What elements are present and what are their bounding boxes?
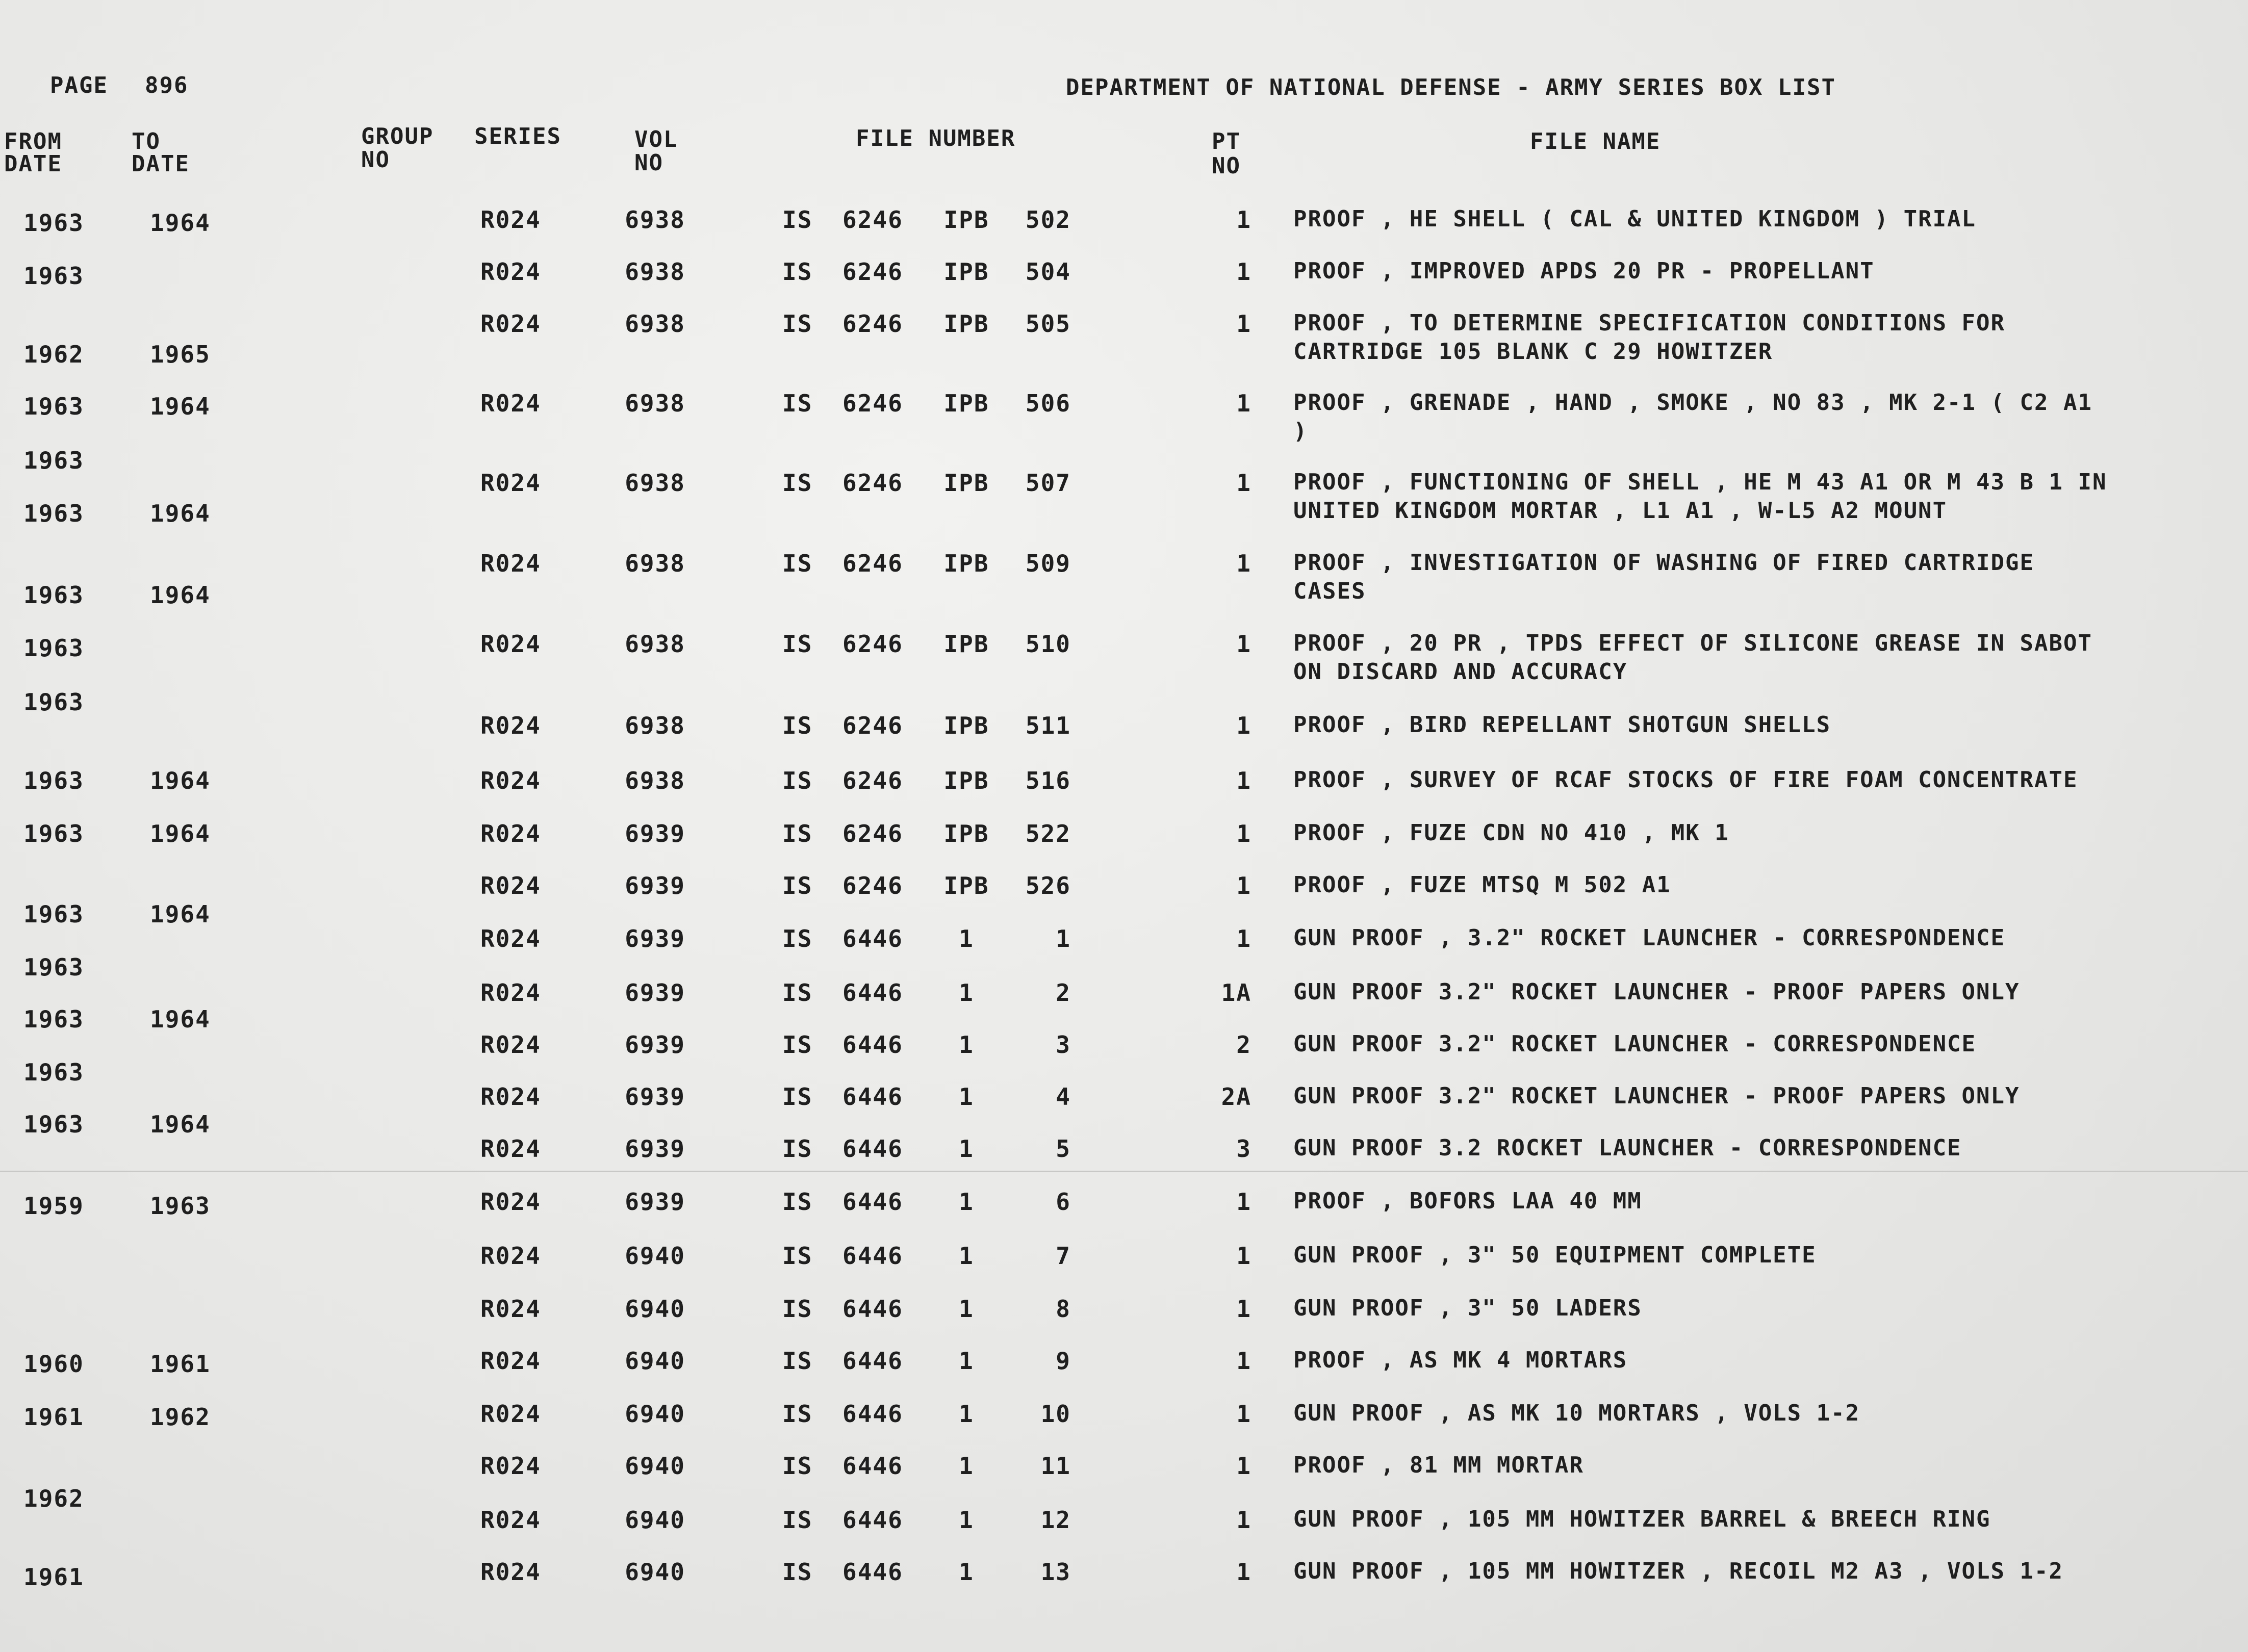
file-number-secondary: IPB xyxy=(943,258,989,286)
file-number-secondary: 1 xyxy=(959,1452,974,1480)
series-cell: R024 xyxy=(480,712,541,739)
file-number-tertiary: 7 xyxy=(1056,1242,1071,1270)
file-number-tertiary: 522 xyxy=(1025,820,1071,847)
series-cell: R024 xyxy=(480,390,541,417)
page-label: PAGE xyxy=(50,72,108,98)
file-number-tertiary: 502 xyxy=(1025,206,1071,234)
file-number-prefix: IS xyxy=(782,1242,813,1270)
file-number-tertiary: 504 xyxy=(1025,258,1071,286)
col-header-file-number: FILE NUMBER xyxy=(856,125,1016,151)
file-name-cell: PROOF , AS MK 4 MORTARS xyxy=(1293,1347,1628,1373)
pt-cell: 1A xyxy=(1221,979,1251,1006)
to-date: 1964 xyxy=(150,1111,211,1138)
from-date: 1963 xyxy=(23,634,84,662)
file-number-tertiary: 10 xyxy=(1040,1400,1071,1428)
file-number-prefix: IS xyxy=(782,206,813,234)
vol-cell: 6940 xyxy=(625,1400,685,1428)
file-number-secondary: 1 xyxy=(959,1506,974,1534)
file-number-prefix: IS xyxy=(782,1295,813,1323)
file-number-primary: 6446 xyxy=(842,1242,903,1270)
to-date: 1965 xyxy=(150,341,211,368)
file-number-prefix: IS xyxy=(782,1506,813,1534)
vol-cell: 6939 xyxy=(625,820,685,847)
from-date: 1961 xyxy=(23,1563,84,1591)
file-number-primary: 6246 xyxy=(842,469,903,497)
from-date: 1963 xyxy=(23,1005,84,1033)
from-date: 1963 xyxy=(23,1111,84,1138)
to-date: 1964 xyxy=(150,393,211,420)
file-number-tertiary: 511 xyxy=(1025,712,1071,739)
file-name-cell: GUN PROOF , 3" 50 EQUIPMENT COMPLETE xyxy=(1293,1242,1817,1268)
vol-cell: 6938 xyxy=(625,712,685,739)
col-header-group: NO xyxy=(361,147,390,173)
pt-cell: 1 xyxy=(1236,258,1251,286)
file-number-tertiary: 510 xyxy=(1025,630,1071,658)
col-header-group: GROUP xyxy=(361,123,434,149)
series-cell: R024 xyxy=(480,469,541,497)
pt-cell: 1 xyxy=(1236,1400,1251,1428)
series-cell: R024 xyxy=(480,1506,541,1534)
file-number-primary: 6446 xyxy=(842,1295,903,1323)
file-number-primary: 6446 xyxy=(842,1400,903,1428)
vol-cell: 6939 xyxy=(625,1188,685,1216)
file-name-cell: GUN PROOF , 105 MM HOWITZER BARREL & BREECH RING xyxy=(1293,1506,1991,1532)
file-number-prefix: IS xyxy=(782,1400,813,1428)
file-name-cell: GUN PROOF 3.2" ROCKET LAUNCHER - PROOF PAPERS ONLY xyxy=(1293,979,2020,1005)
file-number-primary: 6446 xyxy=(842,979,903,1006)
vol-cell: 6938 xyxy=(625,390,685,417)
from-date: 1963 xyxy=(23,953,84,981)
col-header-vol: VOL xyxy=(634,126,678,152)
from-date: 1963 xyxy=(23,393,84,420)
file-number-prefix: IS xyxy=(782,767,813,794)
vol-cell: 6938 xyxy=(625,206,685,234)
from-date: 1963 xyxy=(23,500,84,527)
to-date: 1964 xyxy=(150,767,211,794)
to-date: 1964 xyxy=(150,900,211,928)
from-date: 1963 xyxy=(23,900,84,928)
file-name-cell: GUN PROOF 3.2" ROCKET LAUNCHER - CORRESPONDENCE xyxy=(1293,1031,1977,1057)
series-cell: R024 xyxy=(480,206,541,234)
page-fold-line xyxy=(0,1171,2248,1172)
file-number-secondary: 1 xyxy=(959,1083,974,1111)
file-name-cell: PROOF , IMPROVED APDS 20 PR - PROPELLANT xyxy=(1293,258,1875,284)
from-date: 1963 xyxy=(23,262,84,290)
from-date: 1963 xyxy=(23,820,84,847)
vol-cell: 6938 xyxy=(625,550,685,577)
file-number-tertiary: 9 xyxy=(1056,1347,1071,1375)
from-date: 1963 xyxy=(23,767,84,794)
pt-cell: 1 xyxy=(1236,310,1251,338)
file-number-primary: 6246 xyxy=(842,630,903,658)
file-number-tertiary: 526 xyxy=(1025,872,1071,899)
file-name-cell: PROOF , FUZE MTSQ M 502 A1 xyxy=(1293,872,1671,898)
file-number-tertiary: 6 xyxy=(1056,1188,1071,1216)
file-number-prefix: IS xyxy=(782,1188,813,1216)
file-number-prefix: IS xyxy=(782,258,813,286)
vol-cell: 6938 xyxy=(625,469,685,497)
to-date: 1964 xyxy=(150,500,211,527)
from-date: 1960 xyxy=(23,1350,84,1378)
file-name-cell: PROOF , TO DETERMINE SPECIFICATION CONDITIONS FOR CARTRIDGE 105 BLANK C 29 HOWITZER xyxy=(1293,310,2006,365)
file-number-prefix: IS xyxy=(782,1558,813,1586)
file-number-tertiary: 2 xyxy=(1056,979,1071,1006)
file-number-tertiary: 509 xyxy=(1025,550,1071,577)
file-number-secondary: 1 xyxy=(959,1135,974,1163)
file-number-primary: 6446 xyxy=(842,925,903,952)
series-cell: R024 xyxy=(480,1031,541,1059)
series-cell: R024 xyxy=(480,872,541,899)
to-date: 1964 xyxy=(150,209,211,237)
file-number-primary: 6446 xyxy=(842,1083,903,1111)
to-date: 1964 xyxy=(150,1005,211,1033)
pt-cell: 2 xyxy=(1236,1031,1251,1059)
file-number-prefix: IS xyxy=(782,1452,813,1480)
file-number-secondary: 1 xyxy=(959,1558,974,1586)
to-date: 1964 xyxy=(150,820,211,847)
series-cell: R024 xyxy=(480,310,541,338)
col-header-from: DATE xyxy=(4,151,62,177)
file-number-tertiary: 507 xyxy=(1025,469,1071,497)
from-date: 1963 xyxy=(23,209,84,237)
series-cell: R024 xyxy=(480,1083,541,1111)
vol-cell: 6940 xyxy=(625,1452,685,1480)
file-name-cell: PROOF , 81 MM MORTAR xyxy=(1293,1452,1584,1478)
file-number-secondary: IPB xyxy=(943,712,989,739)
file-number-secondary: 1 xyxy=(959,979,974,1006)
file-number-secondary: 1 xyxy=(959,1400,974,1428)
report-title: DEPARTMENT OF NATIONAL DEFENSE - ARMY SERIES BOX LIST xyxy=(1066,74,1836,100)
file-name-cell: PROOF , FUZE CDN NO 410 , MK 1 xyxy=(1293,820,1729,846)
file-number-primary: 6246 xyxy=(842,310,903,338)
file-number-prefix: IS xyxy=(782,1031,813,1059)
file-number-primary: 6246 xyxy=(842,820,903,847)
file-number-secondary: IPB xyxy=(943,469,989,497)
file-name-cell: PROOF , GRENADE , HAND , SMOKE , NO 83 , MK 2-1 ( C2 A1 ) xyxy=(1293,390,2092,444)
series-cell: R024 xyxy=(480,820,541,847)
vol-cell: 6938 xyxy=(625,310,685,338)
from-date: 1961 xyxy=(23,1403,84,1431)
file-name-cell: PROOF , SURVEY OF RCAF STOCKS OF FIRE FOAM CONCENTRATE xyxy=(1293,767,2078,793)
file-number-prefix: IS xyxy=(782,469,813,497)
pt-cell: 1 xyxy=(1236,925,1251,952)
file-name-cell: PROOF , 20 PR , TPDS EFFECT OF SILICONE GREASE IN SABOT ON DISCARD AND ACCURACY xyxy=(1293,630,2092,685)
file-number-primary: 6246 xyxy=(842,767,903,794)
file-number-prefix: IS xyxy=(782,872,813,899)
pt-cell: 3 xyxy=(1236,1135,1251,1163)
col-header-to: DATE xyxy=(132,151,190,177)
col-header-from: FROM xyxy=(4,128,62,154)
file-name-cell: PROOF , BIRD REPELLANT SHOTGUN SHELLS xyxy=(1293,712,1831,738)
pt-cell: 1 xyxy=(1236,767,1251,794)
file-name-cell: GUN PROOF , AS MK 10 MORTARS , VOLS 1-2 xyxy=(1293,1400,1860,1426)
file-number-prefix: IS xyxy=(782,925,813,952)
from-date: 1963 xyxy=(23,447,84,474)
file-number-secondary: IPB xyxy=(943,630,989,658)
file-number-primary: 6246 xyxy=(842,258,903,286)
pt-cell: 1 xyxy=(1236,1452,1251,1480)
file-number-prefix: IS xyxy=(782,979,813,1006)
file-number-secondary: IPB xyxy=(943,206,989,234)
file-number-tertiary: 506 xyxy=(1025,390,1071,417)
pt-cell: 1 xyxy=(1236,1506,1251,1534)
col-header-file-name: FILE NAME xyxy=(1530,128,1661,154)
vol-cell: 6938 xyxy=(625,767,685,794)
file-number-secondary: 1 xyxy=(959,1031,974,1059)
file-number-tertiary: 505 xyxy=(1025,310,1071,338)
vol-cell: 6939 xyxy=(625,1135,685,1163)
file-number-primary: 6446 xyxy=(842,1188,903,1216)
file-name-cell: GUN PROOF , 3" 50 LADERS xyxy=(1293,1295,1642,1321)
vol-cell: 6940 xyxy=(625,1295,685,1323)
pt-cell: 1 xyxy=(1236,712,1251,739)
series-cell: R024 xyxy=(480,1135,541,1163)
pt-cell: 1 xyxy=(1236,469,1251,497)
vol-cell: 6939 xyxy=(625,979,685,1006)
file-number-tertiary: 13 xyxy=(1040,1558,1071,1586)
page-number: 896 xyxy=(145,72,189,98)
file-number-primary: 6446 xyxy=(842,1506,903,1534)
file-name-cell: GUN PROOF , 3.2" ROCKET LAUNCHER - CORRESPONDENCE xyxy=(1293,925,2006,951)
file-number-secondary: IPB xyxy=(943,767,989,794)
col-header-pt: PT xyxy=(1212,128,1241,154)
file-number-primary: 6246 xyxy=(842,206,903,234)
series-cell: R024 xyxy=(480,258,541,286)
from-date: 1962 xyxy=(23,341,84,368)
from-date: 1963 xyxy=(23,688,84,716)
from-date: 1963 xyxy=(23,1059,84,1086)
file-number-secondary: 1 xyxy=(959,925,974,952)
file-number-tertiary: 12 xyxy=(1040,1506,1071,1534)
series-cell: R024 xyxy=(480,1400,541,1428)
vol-cell: 6940 xyxy=(625,1242,685,1270)
file-number-secondary: 1 xyxy=(959,1347,974,1375)
file-number-primary: 6446 xyxy=(842,1347,903,1375)
pt-cell: 1 xyxy=(1236,550,1251,577)
to-date: 1962 xyxy=(150,1403,211,1431)
file-number-prefix: IS xyxy=(782,820,813,847)
vol-cell: 6939 xyxy=(625,872,685,899)
file-number-secondary: 1 xyxy=(959,1295,974,1323)
file-number-primary: 6446 xyxy=(842,1135,903,1163)
file-number-secondary: IPB xyxy=(943,550,989,577)
col-header-pt: NO xyxy=(1212,153,1241,179)
series-cell: R024 xyxy=(480,767,541,794)
pt-cell: 2A xyxy=(1221,1083,1251,1111)
pt-cell: 1 xyxy=(1236,872,1251,899)
file-name-cell: PROOF , HE SHELL ( CAL & UNITED KINGDOM ) TRIAL xyxy=(1293,206,1977,232)
file-number-primary: 6246 xyxy=(842,872,903,899)
pt-cell: 1 xyxy=(1236,820,1251,847)
file-number-primary: 6446 xyxy=(842,1031,903,1059)
file-number-secondary: IPB xyxy=(943,310,989,338)
file-name-cell: GUN PROOF 3.2 ROCKET LAUNCHER - CORRESPONDENCE xyxy=(1293,1135,1962,1161)
file-name-cell: PROOF , FUNCTIONING OF SHELL , HE M 43 A1 OR M 43 B 1 IN UNITED KINGDOM MORTAR , L1 A1 , W-L5 A2 MOUNT xyxy=(1293,469,2107,524)
pt-cell: 1 xyxy=(1236,1558,1251,1586)
file-number-primary: 6246 xyxy=(842,712,903,739)
file-number-tertiary: 8 xyxy=(1056,1295,1071,1323)
pt-cell: 1 xyxy=(1236,1188,1251,1216)
file-name-cell: PROOF , INVESTIGATION OF WASHING OF FIRED CARTRIDGE CASES xyxy=(1293,550,2035,604)
pt-cell: 1 xyxy=(1236,1347,1251,1375)
series-cell: R024 xyxy=(480,630,541,658)
file-number-secondary: IPB xyxy=(943,872,989,899)
file-number-primary: 6446 xyxy=(842,1452,903,1480)
series-cell: R024 xyxy=(480,1188,541,1216)
series-cell: R024 xyxy=(480,550,541,577)
file-number-secondary: 1 xyxy=(959,1242,974,1270)
vol-cell: 6939 xyxy=(625,925,685,952)
to-date: 1961 xyxy=(150,1350,211,1378)
file-number-prefix: IS xyxy=(782,390,813,417)
pt-cell: 1 xyxy=(1236,630,1251,658)
to-date: 1963 xyxy=(150,1192,211,1220)
vol-cell: 6939 xyxy=(625,1083,685,1111)
file-number-primary: 6246 xyxy=(842,550,903,577)
from-date: 1962 xyxy=(23,1485,84,1512)
series-cell: R024 xyxy=(480,1452,541,1480)
col-header-series: SERIES xyxy=(474,123,561,149)
vol-cell: 6939 xyxy=(625,1031,685,1059)
file-number-secondary: IPB xyxy=(943,820,989,847)
vol-cell: 6940 xyxy=(625,1506,685,1534)
file-number-tertiary: 4 xyxy=(1056,1083,1071,1111)
series-cell: R024 xyxy=(480,1558,541,1586)
series-cell: R024 xyxy=(480,925,541,952)
pt-cell: 1 xyxy=(1236,206,1251,234)
file-name-cell: PROOF , BOFORS LAA 40 MM xyxy=(1293,1188,1642,1214)
file-number-secondary: IPB xyxy=(943,390,989,417)
from-date: 1963 xyxy=(23,581,84,609)
series-cell: R024 xyxy=(480,979,541,1006)
file-number-tertiary: 1 xyxy=(1056,925,1071,952)
file-number-primary: 6246 xyxy=(842,390,903,417)
series-cell: R024 xyxy=(480,1295,541,1323)
file-number-tertiary: 11 xyxy=(1040,1452,1071,1480)
series-cell: R024 xyxy=(480,1347,541,1375)
pt-cell: 1 xyxy=(1236,1242,1251,1270)
file-number-prefix: IS xyxy=(782,1135,813,1163)
pt-cell: 1 xyxy=(1236,390,1251,417)
file-number-prefix: IS xyxy=(782,630,813,658)
file-number-prefix: IS xyxy=(782,550,813,577)
file-number-primary: 6446 xyxy=(842,1558,903,1586)
vol-cell: 6940 xyxy=(625,1558,685,1586)
file-name-cell: GUN PROOF , 105 MM HOWITZER , RECOIL M2 A3 , VOLS 1-2 xyxy=(1293,1558,2063,1584)
col-header-to: TO xyxy=(132,128,161,154)
vol-cell: 6938 xyxy=(625,630,685,658)
to-date: 1964 xyxy=(150,581,211,609)
col-header-vol: NO xyxy=(634,150,663,176)
series-cell: R024 xyxy=(480,1242,541,1270)
file-number-prefix: IS xyxy=(782,310,813,338)
pt-cell: 1 xyxy=(1236,1295,1251,1323)
file-number-tertiary: 516 xyxy=(1025,767,1071,794)
file-number-secondary: 1 xyxy=(959,1188,974,1216)
file-number-tertiary: 3 xyxy=(1056,1031,1071,1059)
file-number-prefix: IS xyxy=(782,1347,813,1375)
from-date: 1959 xyxy=(23,1192,84,1220)
vol-cell: 6940 xyxy=(625,1347,685,1375)
file-name-cell: GUN PROOF 3.2" ROCKET LAUNCHER - PROOF PAPERS ONLY xyxy=(1293,1083,2020,1109)
file-number-prefix: IS xyxy=(782,712,813,739)
file-number-tertiary: 5 xyxy=(1056,1135,1071,1163)
file-number-prefix: IS xyxy=(782,1083,813,1111)
vol-cell: 6938 xyxy=(625,258,685,286)
